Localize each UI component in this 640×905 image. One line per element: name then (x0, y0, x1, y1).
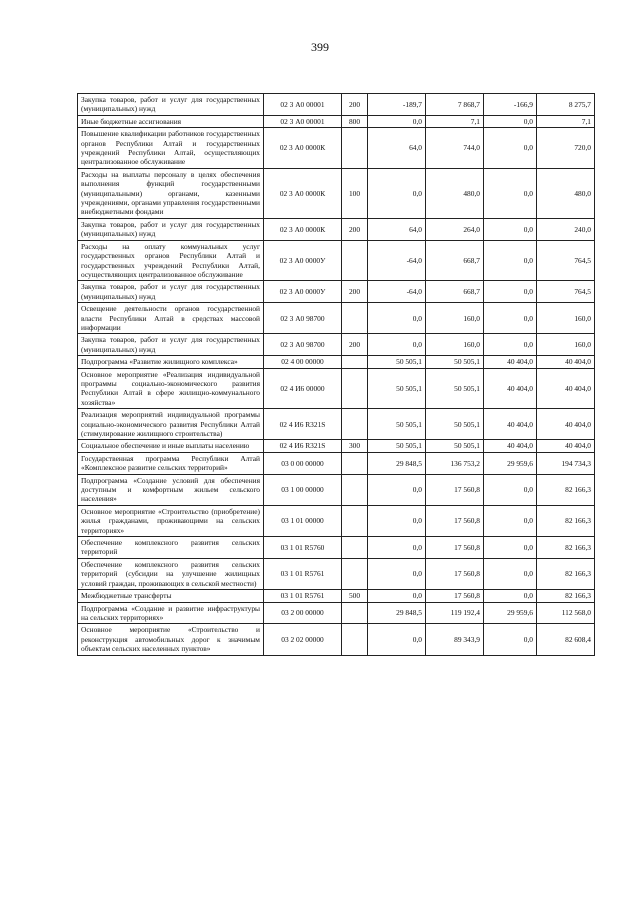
cell-value-1: 50 505,1 (368, 440, 426, 452)
cell-name: Закупка товаров, работ и услуг для государственных (муниципальных) нужд (78, 281, 264, 303)
cell-code: 03 1 01 R5761 (264, 558, 342, 589)
cell-value-1: -64,0 (368, 281, 426, 303)
table-row (78, 334, 595, 356)
cell-expense-type (342, 624, 368, 655)
cell-value-3: 0,0 (484, 624, 537, 655)
cell-expense-type: 200 (342, 218, 368, 240)
cell-value-3: 40 404,0 (484, 356, 537, 368)
cell-name: Основное мероприятие «Строительство (приобретение) жилья гражданами, проживающими на сельских территориях» (78, 505, 264, 536)
table-row (78, 474, 595, 505)
cell-value-4: 82 166,3 (537, 505, 595, 536)
cell-code: 02 3 А0 00001 (264, 115, 342, 127)
table-row (78, 505, 595, 536)
cell-expense-type (342, 558, 368, 589)
cell-value-1: 0,0 (368, 590, 426, 602)
cell-expense-type (342, 128, 368, 169)
table-row (78, 281, 595, 303)
cell-value-2: 160,0 (426, 303, 484, 334)
cell-name: Реализация мероприятий индивидуальной программы социально-экономического развития Республики Алтай (стимулирование жилищного строительства) (78, 409, 264, 440)
cell-value-2: 744,0 (426, 128, 484, 169)
cell-expense-type: 500 (342, 590, 368, 602)
cell-code: 03 2 00 00000 (264, 602, 342, 624)
page-number: 399 (311, 40, 329, 54)
cell-value-2: 7,1 (426, 115, 484, 127)
cell-code: 03 1 01 R5760 (264, 537, 342, 559)
cell-value-4: 720,0 (537, 128, 595, 169)
cell-value-4: 194 734,3 (537, 452, 595, 474)
cell-name: Подпрограмма «Развитие жилищного комплекса» (78, 356, 264, 368)
cell-value-3: 0,0 (484, 240, 537, 281)
cell-value-1: -189,7 (368, 94, 426, 116)
table-row (78, 356, 595, 368)
cell-value-1: -64,0 (368, 240, 426, 281)
cell-value-2: 17 560,8 (426, 558, 484, 589)
cell-value-1: 0,0 (368, 115, 426, 127)
cell-code: 02 3 А0 0000К (264, 128, 342, 169)
cell-expense-type: 300 (342, 440, 368, 452)
cell-name: Закупка товаров, работ и услуг для государственных (муниципальных) нужд (78, 218, 264, 240)
cell-code: 03 1 01 00000 (264, 505, 342, 536)
cell-value-4: 764,5 (537, 240, 595, 281)
cell-value-3: 0,0 (484, 334, 537, 356)
cell-expense-type: 800 (342, 115, 368, 127)
cell-name: Основное мероприятие «Реализация индивидуальной программы социально-экономического развития Республики Алтай в сфере жилищно-коммунального хозяйства» (78, 368, 264, 409)
cell-value-2: 89 343,9 (426, 624, 484, 655)
cell-value-3: 0,0 (484, 303, 537, 334)
cell-expense-type (342, 240, 368, 281)
cell-value-1: 50 505,1 (368, 368, 426, 409)
cell-value-1: 0,0 (368, 474, 426, 505)
table-row (78, 624, 595, 655)
cell-value-3: 0,0 (484, 115, 537, 127)
cell-value-4: 480,0 (537, 168, 595, 218)
cell-name: Закупка товаров, работ и услуг для государственных (муниципальных) нужд (78, 334, 264, 356)
cell-value-1: 64,0 (368, 218, 426, 240)
table-row (78, 94, 595, 116)
cell-code: 02 4 00 00000 (264, 356, 342, 368)
cell-expense-type: 100 (342, 168, 368, 218)
cell-name: Расходы на выплаты персоналу в целях обеспечения выполнения функций государственными (муниципальными) органами, казенными учреждениями, органами управления государственными внебюджетными фондами (78, 168, 264, 218)
cell-code: 02 4 И6 00000 (264, 368, 342, 409)
cell-value-2: 668,7 (426, 240, 484, 281)
cell-name: Подпрограмма «Создание и развитие инфраструктуры на сельских территориях» (78, 602, 264, 624)
cell-value-4: 764,5 (537, 281, 595, 303)
cell-name: Межбюджетные трансферты (78, 590, 264, 602)
cell-value-4: 8 275,7 (537, 94, 595, 116)
cell-value-3: 29 959,6 (484, 452, 537, 474)
cell-value-4: 40 404,0 (537, 368, 595, 409)
cell-code: 03 1 00 00000 (264, 474, 342, 505)
cell-value-3: -166,9 (484, 94, 537, 116)
cell-value-3: 0,0 (484, 218, 537, 240)
cell-value-4: 40 404,0 (537, 409, 595, 440)
cell-code: 02 3 А0 98700 (264, 334, 342, 356)
table-row (78, 452, 595, 474)
cell-value-2: 264,0 (426, 218, 484, 240)
cell-code: 03 0 00 00000 (264, 452, 342, 474)
budget-table (77, 93, 595, 656)
cell-code: 02 4 И6 R321S (264, 440, 342, 452)
cell-expense-type (342, 356, 368, 368)
cell-name: Социальное обеспечение и иные выплаты населению (78, 440, 264, 452)
cell-value-1: 64,0 (368, 128, 426, 169)
cell-name: Государственная программа Республики Алтай «Комплексное развитие сельских территорий» (78, 452, 264, 474)
cell-code: 02 3 А0 98700 (264, 303, 342, 334)
cell-value-3: 0,0 (484, 558, 537, 589)
cell-name: Иные бюджетные ассигнования (78, 115, 264, 127)
cell-value-4: 160,0 (537, 334, 595, 356)
table-row (78, 409, 595, 440)
cell-value-2: 17 560,8 (426, 474, 484, 505)
cell-code: 03 2 02 00000 (264, 624, 342, 655)
cell-value-1: 29 848,5 (368, 602, 426, 624)
cell-value-4: 40 404,0 (537, 440, 595, 452)
cell-value-4: 40 404,0 (537, 356, 595, 368)
cell-value-2: 50 505,1 (426, 440, 484, 452)
cell-code: 02 4 И6 R321S (264, 409, 342, 440)
cell-code: 02 3 А0 0000К (264, 218, 342, 240)
cell-expense-type (342, 537, 368, 559)
cell-expense-type: 200 (342, 94, 368, 116)
table-row (78, 115, 595, 127)
cell-expense-type (342, 602, 368, 624)
cell-value-2: 119 192,4 (426, 602, 484, 624)
cell-value-2: 17 560,8 (426, 505, 484, 536)
cell-value-1: 0,0 (368, 624, 426, 655)
cell-value-3: 40 404,0 (484, 368, 537, 409)
cell-value-2: 50 505,1 (426, 368, 484, 409)
cell-code: 03 1 01 R5761 (264, 590, 342, 602)
cell-name: Обеспечение комплексного развития сельских территорий (субсидии на улучшение жилищных условий граждан, проживающих в сельской местности) (78, 558, 264, 589)
cell-value-2: 17 560,8 (426, 537, 484, 559)
cell-expense-type (342, 368, 368, 409)
cell-name: Основное мероприятие «Строительство и реконструкция автомобильных дорог к значимым объектам сельских населенных пунктов» (78, 624, 264, 655)
cell-value-3: 0,0 (484, 128, 537, 169)
cell-value-4: 7,1 (537, 115, 595, 127)
cell-expense-type: 200 (342, 281, 368, 303)
cell-value-3: 40 404,0 (484, 409, 537, 440)
cell-value-4: 82 166,3 (537, 474, 595, 505)
cell-value-3: 0,0 (484, 590, 537, 602)
table-row (78, 168, 595, 218)
cell-value-2: 160,0 (426, 334, 484, 356)
cell-value-2: 668,7 (426, 281, 484, 303)
table-row (78, 128, 595, 169)
cell-name: Повышение квалификации работников государственных органов Республики Алтай и государственных учреждений Республики Алтай, осуществляющих централизованное обслуживание (78, 128, 264, 169)
cell-code: 02 3 А0 00001 (264, 94, 342, 116)
cell-value-2: 50 505,1 (426, 356, 484, 368)
cell-value-4: 82 166,3 (537, 590, 595, 602)
table-row (78, 590, 595, 602)
cell-name: Расходы на оплату коммунальных услуг государственных органов Республики Алтай и государственных учреждений Республики Алтай, осуществляющих централизованное обслуживание (78, 240, 264, 281)
cell-value-3: 0,0 (484, 281, 537, 303)
cell-value-1: 50 505,1 (368, 409, 426, 440)
cell-value-1: 0,0 (368, 334, 426, 356)
table-row (78, 602, 595, 624)
cell-value-2: 136 753,2 (426, 452, 484, 474)
cell-value-1: 0,0 (368, 505, 426, 536)
table-row (78, 558, 595, 589)
table-row (78, 537, 595, 559)
cell-value-1: 0,0 (368, 168, 426, 218)
budget-table-body (78, 94, 595, 656)
table-row (78, 440, 595, 452)
cell-value-2: 7 868,7 (426, 94, 484, 116)
cell-expense-type (342, 452, 368, 474)
cell-value-2: 480,0 (426, 168, 484, 218)
cell-value-1: 0,0 (368, 303, 426, 334)
cell-name: Подпрограмма «Создание условий для обеспечения доступным и комфортным жильем сельского населения» (78, 474, 264, 505)
cell-value-1: 0,0 (368, 558, 426, 589)
table-row (78, 303, 595, 334)
cell-code: 02 3 А0 0000У (264, 281, 342, 303)
table-row (78, 240, 595, 281)
cell-value-3: 29 959,6 (484, 602, 537, 624)
cell-value-1: 0,0 (368, 537, 426, 559)
cell-value-2: 50 505,1 (426, 409, 484, 440)
cell-value-3: 0,0 (484, 537, 537, 559)
cell-value-3: 40 404,0 (484, 440, 537, 452)
cell-name: Закупка товаров, работ и услуг для государственных (муниципальных) нужд (78, 94, 264, 116)
cell-expense-type (342, 474, 368, 505)
cell-value-3: 0,0 (484, 474, 537, 505)
table-row (78, 368, 595, 409)
cell-value-4: 82 608,4 (537, 624, 595, 655)
cell-expense-type (342, 505, 368, 536)
table-row (78, 218, 595, 240)
cell-name: Обеспечение комплексного развития сельских территорий (78, 537, 264, 559)
cell-value-4: 82 166,3 (537, 558, 595, 589)
cell-value-4: 82 166,3 (537, 537, 595, 559)
cell-value-1: 29 848,5 (368, 452, 426, 474)
cell-code: 02 3 А0 0000К (264, 168, 342, 218)
cell-value-4: 112 568,0 (537, 602, 595, 624)
cell-expense-type (342, 409, 368, 440)
cell-value-1: 50 505,1 (368, 356, 426, 368)
cell-value-2: 17 560,8 (426, 590, 484, 602)
cell-code: 02 3 А0 0000У (264, 240, 342, 281)
cell-expense-type (342, 303, 368, 334)
cell-expense-type: 200 (342, 334, 368, 356)
cell-value-3: 0,0 (484, 505, 537, 536)
cell-value-3: 0,0 (484, 168, 537, 218)
cell-name: Освещение деятельности органов государственной власти Республики Алтай в средствах массовой информации (78, 303, 264, 334)
cell-value-4: 160,0 (537, 303, 595, 334)
cell-value-4: 240,0 (537, 218, 595, 240)
